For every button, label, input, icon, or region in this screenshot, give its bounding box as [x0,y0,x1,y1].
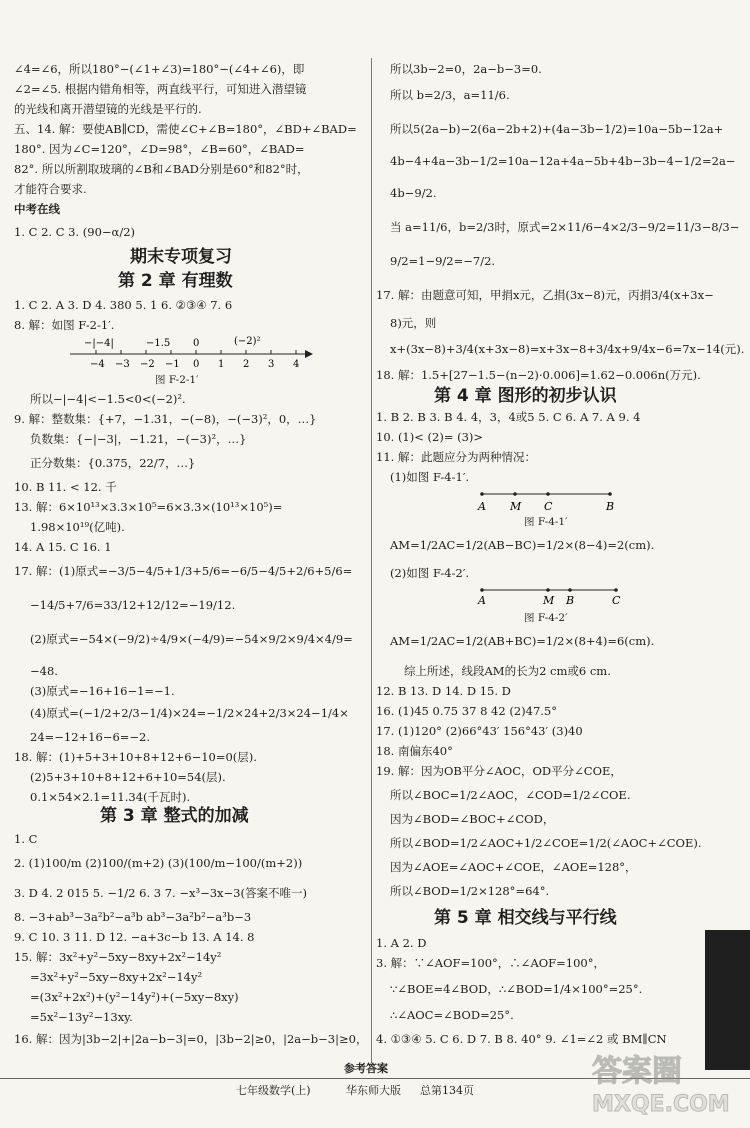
point-label: M [543,594,555,607]
chapter-5-title: 第 5 章 相交线与平行线 [434,908,617,928]
answer-line: 1.98×10¹⁹(亿吨). [30,520,125,534]
tick-label: −3 [115,359,130,370]
tick-label: 2 [243,359,250,370]
answer-line: 9. C 10. 3 11. D 12. −a+3c−b 13. A 14. 8 [14,930,255,944]
number-line-label: 0 [193,338,200,349]
answer-line: 10. B 11. < 12. 千 [14,480,117,494]
figure-caption: 图 F-2-1′ [155,374,199,386]
answer-line: (4)原式=(−1/2+2/3−1/4)×24=−1/2×24+2/3×24−1/4× [30,706,349,720]
answer-line: 所以−|−4|<−1.5<0<(−2)². [30,392,186,406]
segment-figure-1 [470,486,620,514]
point-label: A [478,500,486,513]
answer-line: 14. A 15. C 16. 1 [14,540,112,554]
answer-line: −14/5+7/6=33/12+12/12=−19/12. [30,598,236,612]
answer-line: 82°. 所以所割取玻璃的∠B和∠BAD分别是60°和82°时， [14,162,309,176]
answer-line: 1. C 2. A 3. D 4. 380 5. 1 6. ②③④ 7. 6 [14,298,233,312]
answer-line: 所以5(2a−b)−2(6a−2b+2)+(4a−3b−1/2)=10a−5b−12a+ [390,122,724,136]
answer-line: 4. ①③④ 5. C 6. D 7. B 8. 40° 9. ∠1=∠2 或 BM∥CN [376,1032,667,1046]
answer-line: 正分数集：{0.375，22/7，…} [30,456,196,470]
answer-line: 1. C 2. C 3. (90−α/2) [14,225,135,239]
answer-line: 所以∠BOC=1/2∠AOC，∠COD=1/2∠COE. [390,788,631,802]
watermark-url: MXQE.COM [592,1092,730,1117]
answer-line: 10. (1)< (2)= (3)> [376,430,484,444]
figure-caption: 图 F-4-1′ [524,516,568,528]
column-divider [371,58,372,1063]
answer-line: 因为∠AOE=∠AOC+∠COE，∠AOE=128°， [390,860,637,874]
chapter-2-title: 第 2 章 有理数 [118,271,233,291]
answer-line: 1. A 2. D [376,936,427,950]
answer-line: 4b−4+4a−3b−1/2=10a−12a+4a−5b+4b−3b−4−1/2=2a− [390,154,736,168]
answer-line: 8. −3+ab³−3a²b²−a³b ab³−3a²b²−a³b−3 [14,910,252,924]
answer-line: 11. 解：此题应分为两种情况： [376,450,536,464]
point-label: A [478,594,486,607]
answer-line: 18. 南偏东40° [376,744,453,758]
answer-line: 12. B 13. D 14. D 15. D [376,684,511,698]
answer-line: 1. C [14,832,38,846]
answer-line: 9. 解：整数集：{+7，−1.31，−(−8)，−(−3)²，0，…} [14,412,317,426]
answer-line: =5x²−13y²−13xy. [30,1010,133,1024]
answer-line: AM=1/2AC=1/2(AB−BC)=1/2×(8−4)=2(cm). [390,538,655,552]
answer-line: 五、14. 解：要使AB∥CD，需使∠C+∠B=180°，∠BD+∠BAD= [14,122,357,136]
answer-line: 所以∠BOD=1/2×128°=64°. [390,884,550,898]
answer-line: 才能符合要求. [14,182,87,196]
number-line-label: −|−4| [84,338,114,349]
answer-line: (2)5+3+10+8+12+6+10=54(层). [30,770,226,784]
tick-label: 4 [293,359,300,370]
tick-label: 3 [268,359,275,370]
tick-label: −1 [165,359,180,370]
segment-figure-2 [470,584,630,614]
answer-line: =3x²+y²−5xy−8xy+2x²−14y² [30,970,203,984]
point-label: C [544,500,553,513]
answer-line: (1)如图 F-4-1′. [390,470,470,484]
number-line-figure [60,334,320,372]
point-label: B [566,594,575,607]
answer-line: 因为∠BOD=∠BOC+∠COD， [390,812,555,826]
answer-line: (3)原式=−16+16−1=−1. [30,684,175,698]
answer-line: 2. (1)100/m (2)100/(m+2) (3)(100/m−100/(m+2)) [14,856,303,870]
answer-line: 负数集：{−|−3|，−1.21，−(−3)²，…} [30,432,247,446]
proof-line: 的光线和离开潜望镜的光线是平行的. [14,102,202,116]
answer-line: 0.1×54×2.1=11.34(千瓦时). [30,790,191,804]
chapter-4-title: 第 4 章 图形的初步认识 [434,386,617,406]
final-review-title: 期末专项复习 [130,247,232,267]
tick-label: 0 [193,359,200,370]
tick-label: −4 [90,359,105,370]
answer-line: (2)如图 F-4-2′. [390,566,470,580]
chapter-3-title: 第 3 章 整式的加减 [100,806,249,826]
answer-line: 当 a=11/6，b=2/3时，原式=2×11/6−4×2/3−9/2=11/3−8/3− [390,220,740,234]
answer-line: 15. 解：3x²+y²−5xy−8xy+2x²−14y² [14,950,222,964]
footer-page-number: 总第134页 [420,1084,474,1097]
proof-line: ∠2=∠5. 根据内错角相等，两直线平行，可知进入潜望镜 [14,82,307,96]
answer-line: 18. 解：(1)+5+3+10+8+12+6−10=0(层). [14,750,257,764]
edge-tab [705,930,750,1070]
answer-line: =(3x²+2x²)+(y²−14y²)+(−5xy−8xy) [30,990,239,1004]
answer-line: 9/2=1−9/2=−7/2. [390,254,496,268]
answer-line: ∵∠BOE=4∠BOD，∴∠BOD=1/4×100°=25°. [390,982,643,996]
answer-line: 17. 解：(1)原式=−3/5−4/5+1/3+5/6=−6/5−4/5+2/6+5/6= [14,564,353,578]
watermark-text: 答案圈 [592,1054,682,1089]
tick-label: −2 [140,359,155,370]
answer-line: 17. 解：由题意可知，甲捐x元，乙捐(3x−8)元，丙捐3/4(x+3x− [376,288,714,302]
answer-line: x+(3x−8)+3/4(x+3x−8)=x+3x−8+3/4x+9/4x−6=7x−14(元). [390,342,745,356]
number-line-label: (−2)² [234,336,261,347]
answer-line: 13. 解：6×10¹³×3.3×10⁵=6×3.3×(10¹³×10⁵)= [14,500,283,514]
footer-edition: 华东师大版 [346,1084,401,1097]
number-line-label: −1.5 [146,338,171,349]
watermark-logo [592,1053,742,1118]
point-label: B [606,500,615,513]
figure-caption: 图 F-4-2′ [524,612,568,624]
footer-grade: 七年级数学(上) [236,1084,311,1097]
proof-line: ∠4=∠6，所以180°−(∠1+∠3)=180°−(∠4+∠6)，即 [14,62,305,76]
answer-line: 3. D 4. 2 015 5. −1/2 6. 3 7. −x³−3x−3(答案不唯一) [14,886,307,900]
answer-line: ∴∠AOC=∠BOD=25°. [390,1008,514,1022]
answer-line: AM=1/2AC=1/2(AB+BC)=1/2×(8+4)=6(cm). [390,634,655,648]
tick-label: 1 [218,359,225,370]
answer-line: 8)元，则 [390,316,437,330]
answer-line: 综上所述，线段AM的长为2 cm或6 cm. [404,664,611,678]
point-label: M [510,500,522,513]
answer-line: 16. 解：因为|3b−2|+|2a−b−3|=0，|3b−2|≥0，|2a−b−3|≥0， [14,1032,368,1046]
answer-line: 16. (1)45 0.75 37 8 42 (2)47.5° [376,704,557,718]
answer-line: 24=−12+16−6=−2. [30,730,151,744]
footer-title: 参考答案 [344,1062,388,1075]
answer-line: 180°. 因为∠C=120°，∠D=98°，∠B=60°，∠BAD= [14,142,305,156]
answer-line: 所以3b−2=0，2a−b−3=0. [390,62,542,76]
answer-line: 1. B 2. B 3. B 4. 4，3，4或5 5. C 6. A 7. A 9. 4 [376,410,641,424]
answer-line: 所以 b=2/3，a=11/6. [390,88,510,102]
answer-line: 4b−9/2. [390,186,437,200]
number-line-ticks [96,350,296,354]
answer-line: 所以∠BOD=1/2∠AOC+1/2∠COE=1/2(∠AOC+∠COE). [390,836,702,850]
point-label: C [612,594,621,607]
section-heading-exam: 中考在线 [14,202,60,216]
answer-line: 17. (1)120° (2)66°43′ 156°43′ (3)40 [376,724,583,738]
answer-line: −48. [30,664,58,678]
answer-line: 19. 解：因为OB平分∠AOC，OD平分∠COE， [376,764,622,778]
answer-line: 18. 解：1.5+[27−1.5−(n−2)·0.006]=1.62−0.006n(万元). [376,368,701,382]
answer-line: 8. 解：如图 F-2-1′. [14,318,115,332]
answer-line: 3. 解：∵∠AOF=100°，∴∠AOF=100°， [376,956,605,970]
answer-line: (2)原式=−54×(−9/2)÷4/9×(−4/9)=−54×9/2×9/4×4/9= [30,632,353,646]
